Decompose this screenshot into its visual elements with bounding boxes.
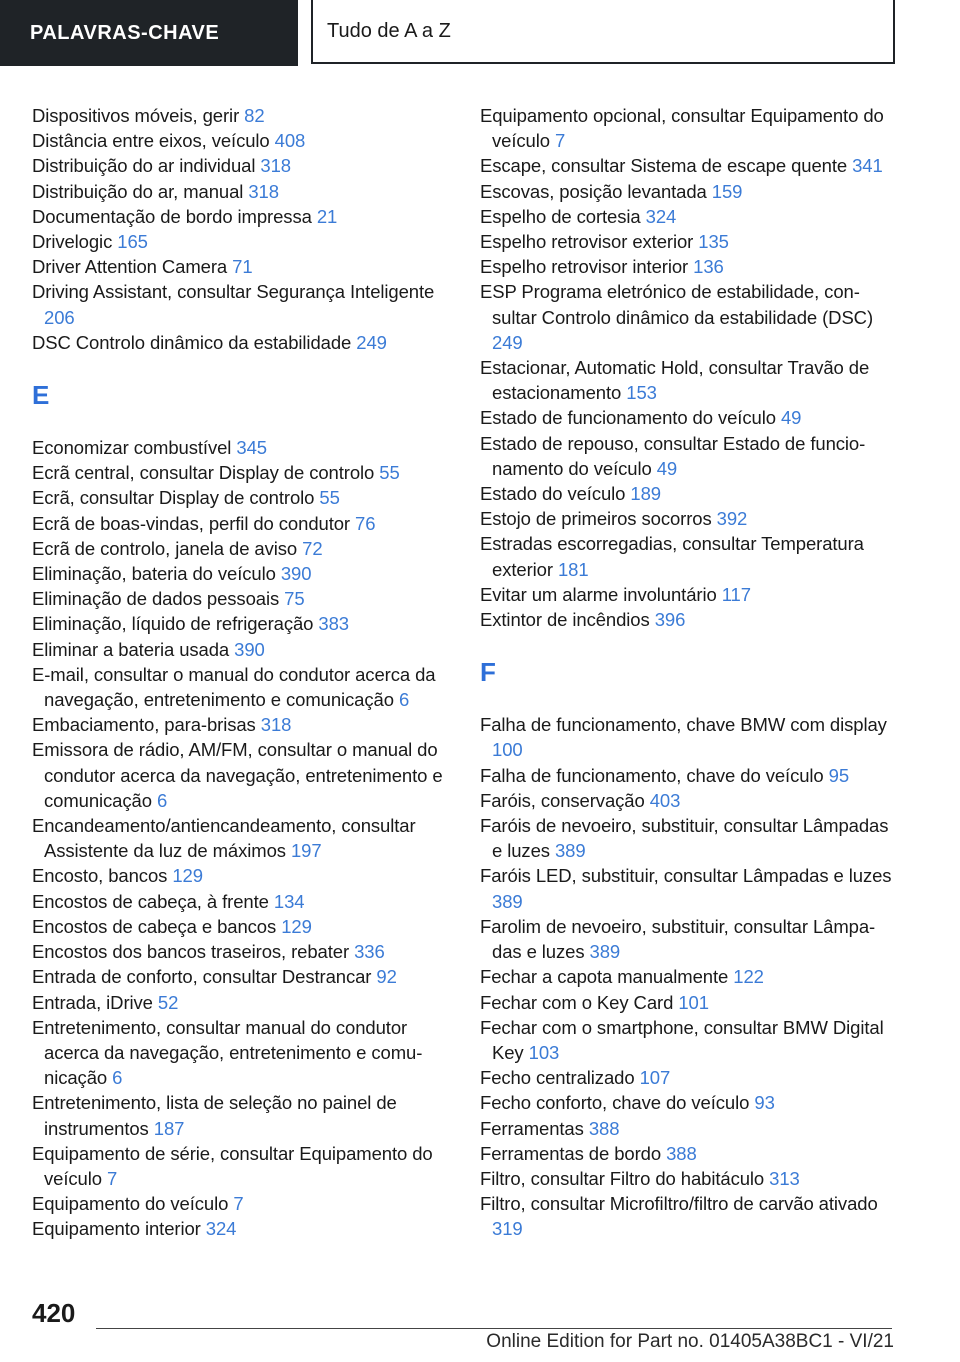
page-reference-link[interactable]: 7: [233, 1193, 244, 1215]
index-entry: [32, 460, 452, 485]
page-reference-link[interactable]: 181: [557, 558, 589, 580]
index-entry: [480, 1065, 898, 1090]
index-entry-text: Falha de funcionamento, chave do veículo: [480, 764, 824, 786]
page-reference-link[interactable]: 6: [156, 789, 168, 811]
index-entry: [32, 1015, 452, 1091]
page-reference-link[interactable]: 117: [721, 583, 751, 605]
page-number: 420: [32, 1298, 76, 1328]
index-entry: [480, 863, 898, 913]
index-entry-text: Equipamento opcional, consultar Equipamento do veículo: [480, 105, 884, 152]
page-reference-link[interactable]: 389: [492, 890, 523, 912]
index-entry: [480, 1191, 898, 1241]
page-reference-link[interactable]: 6: [112, 1067, 123, 1089]
index-entry: [480, 431, 898, 481]
index-entry: [480, 914, 898, 964]
index-entry: [32, 863, 452, 888]
page-reference-link[interactable]: 336: [354, 941, 385, 963]
chapter-tab: Tudo de A a Z: [311, 0, 895, 64]
index-entry: [480, 405, 898, 430]
index-entry-text: Encostos de cabeça, à frente: [32, 890, 269, 912]
index-entry-text: DSC Controlo dinâmico da estabilidade: [32, 331, 352, 353]
index-entry-text: Filtro, consultar Microfiltro/filtro de carvão ativado: [480, 1193, 878, 1215]
index-entry: [480, 279, 898, 355]
index-entry-text: Ecrã, consultar Display de controlo: [32, 487, 315, 509]
page-reference-link[interactable]: 76: [355, 512, 376, 534]
index-entry: [32, 662, 452, 712]
index-entry-text: Estradas escorregadias, consultar Temperatura exterior: [480, 533, 864, 580]
index-entry-text: Fecho conforto, chave do veículo: [480, 1092, 750, 1114]
index-entry-text: Eliminação, líquido de refrigeração: [32, 613, 314, 635]
index-entry-text: Faróis, conservação: [480, 789, 645, 811]
page-reference-link[interactable]: 249: [356, 331, 387, 353]
index-letter-heading: E: [32, 380, 50, 411]
page-reference-link[interactable]: 6: [398, 689, 410, 711]
index-column-left: [32, 103, 452, 1242]
index-entry: [480, 1015, 898, 1065]
page-reference-link[interactable]: 408: [274, 130, 306, 152]
page-reference-link[interactable]: 52: [157, 991, 179, 1013]
index-entry-text: Ferramentas de bordo: [480, 1142, 662, 1164]
index-entry-text: Equipamento de série, consultar Equipamento do veículo: [32, 1142, 433, 1189]
index-entry-text: Entrada, iDrive: [32, 991, 153, 1013]
index-entry-text: Espelho retrovisor interior: [480, 256, 689, 278]
page-header: [0, 0, 960, 66]
page-reference-link[interactable]: 49: [780, 407, 802, 429]
index-entry: [32, 1141, 452, 1191]
page-reference-link[interactable]: 82: [244, 105, 265, 126]
index-entry: [32, 561, 452, 586]
index-entry-text: Distribuição do ar individual: [32, 155, 256, 177]
index-entry: [32, 1090, 452, 1140]
index-entry-text: Estado de repouso, consultar Estado de funcionamento do veículo: [480, 432, 866, 479]
page-reference-link[interactable]: 390: [280, 563, 312, 585]
index-entry: [480, 531, 898, 581]
index-entry: [480, 355, 898, 405]
index-entry-text: Emissora de rádio, AM/FM, consultar o manual do condutor acerca da navegação, entretenimento e comunicação: [32, 739, 443, 811]
index-entry-text: Drivelogic: [32, 231, 113, 253]
index-entry-text: Filtro, consultar Filtro do habitáculo: [480, 1167, 765, 1189]
page-reference-link[interactable]: 21: [316, 205, 338, 227]
index-entry: [480, 763, 898, 788]
page-reference-link[interactable]: 324: [205, 1218, 237, 1240]
index-entry-text: Embaciamento, para-brisas: [32, 714, 256, 736]
page-reference-link[interactable]: 341: [852, 155, 883, 177]
index-entry: [480, 990, 898, 1015]
section-tab: PALAVRAS-CHAVE: [0, 0, 298, 66]
page-reference-link[interactable]: 136: [693, 256, 724, 278]
index-entry: [32, 536, 452, 561]
index-entry: [32, 813, 452, 863]
index-entry: [480, 506, 898, 531]
page-reference-link[interactable]: 383: [318, 613, 349, 635]
index-entry-text: Distribuição do ar, manual: [32, 180, 244, 202]
index-entry: [32, 103, 452, 128]
index-entry: [32, 153, 452, 178]
index-entry-text: Ecrã de boas-vindas, perfil do condutor: [32, 512, 350, 534]
index-entry: [32, 435, 452, 460]
index-entry-text: Eliminação de dados pessoais: [32, 588, 280, 610]
index-entry-text: Fechar com o Key Card: [480, 991, 674, 1013]
page-reference-link[interactable]: 388: [588, 1117, 620, 1139]
index-entry-text: Fechar a capota manualmente: [480, 966, 729, 988]
index-entry: [32, 611, 452, 636]
index-entry-text: Farolim de nevoeiro, substituir, consultar Lâmpadas e luzes: [480, 915, 876, 963]
index-entry-text: Estojo de primeiros socorros: [480, 508, 712, 530]
index-entry-text: Evitar um alarme involuntário: [480, 583, 717, 605]
index-entry: [480, 204, 898, 229]
page-reference-link[interactable]: 122: [733, 966, 764, 988]
index-entry: [32, 964, 452, 989]
page-reference-link[interactable]: 187: [153, 1117, 185, 1139]
page-reference-link[interactable]: 134: [273, 890, 305, 912]
page-reference-link[interactable]: 206: [44, 306, 75, 328]
page-reference-link[interactable]: 392: [716, 508, 748, 530]
index-entry-text: Driver Attention Camera: [32, 256, 228, 278]
page-reference-link[interactable]: 388: [666, 1142, 697, 1164]
index-entry-text: ESP Programa eletrónico de estabilidade, consultar Controlo dinâmico da estabilidade (DSC): [480, 281, 874, 328]
page-reference-link[interactable]: 7: [106, 1167, 118, 1189]
page-reference-link[interactable]: 313: [769, 1167, 800, 1189]
index-entry: [480, 179, 898, 204]
page-reference-link[interactable]: 55: [319, 487, 340, 509]
index-entry: [32, 1191, 452, 1216]
index-entry: [32, 229, 452, 254]
index-entry-text: Distância entre eixos, veículo: [32, 130, 270, 152]
index-entry-text: Encandeamento/antiencandeamento, consultar Assistente da luz de máximos: [32, 815, 416, 862]
index-entry-text: Encostos dos bancos traseiros, rebater: [32, 941, 350, 963]
index-entry: [480, 1141, 898, 1166]
page-reference-link[interactable]: 324: [645, 205, 677, 227]
index-entry-text: Entretenimento, consultar manual do condutor acerca da navegação, entretenimento e comunicação: [32, 1016, 423, 1089]
page-reference-link[interactable]: 49: [656, 457, 678, 479]
page-reference-link[interactable]: 92: [376, 966, 397, 988]
page-reference-link[interactable]: 135: [698, 231, 729, 253]
index-entry-text: Encosto, bancos: [32, 865, 168, 887]
index-letter-heading: F: [480, 657, 496, 688]
page-reference-link[interactable]: 390: [234, 638, 265, 660]
index-column-right: [480, 103, 898, 1242]
index-entry-text: Estado do veículo: [480, 483, 626, 505]
page-reference-link[interactable]: 318: [248, 180, 279, 202]
index-entry-text: Estacionar, Automatic Hold, consultar Travão de estacionamento: [480, 357, 870, 404]
index-entry: [32, 485, 452, 510]
index-entry-text: Ferramentas: [480, 1117, 584, 1139]
footer-edition: Online Edition for Part no. 01405A38BC1 - VI/21: [486, 1331, 894, 1352]
page-reference-link[interactable]: 165: [117, 231, 148, 253]
index-entry-text: Ecrã central, consultar Display de controlo: [32, 462, 375, 484]
index-entry-text: Espelho de cortesia: [480, 205, 641, 227]
page-reference-link[interactable]: 318: [260, 714, 292, 736]
page-reference-link[interactable]: 318: [260, 155, 291, 177]
index-entry-text: Ecrã de controlo, janela de aviso: [32, 537, 298, 559]
index-entry: [32, 330, 452, 355]
page-reference-link[interactable]: 396: [654, 609, 686, 631]
index-entry: [480, 1166, 898, 1191]
index-entry-text: Extintor de incêndios: [480, 609, 650, 631]
page-reference-link[interactable]: 129: [172, 865, 203, 887]
index-entry: [32, 914, 452, 939]
index-entry: [32, 712, 452, 737]
page-reference-link[interactable]: 93: [754, 1092, 775, 1114]
index-entry: [32, 990, 452, 1015]
index-entry: [480, 1090, 898, 1115]
index-entry-text: Eliminação, bateria do veículo: [32, 563, 276, 585]
index-entry-text: Espelho retrovisor exterior: [480, 231, 694, 253]
index-entry: [32, 939, 452, 964]
index-entry: [32, 279, 452, 329]
index-entry: [32, 1216, 452, 1241]
index-entry: [32, 254, 452, 279]
page-reference-link[interactable]: 95: [828, 764, 850, 786]
page-reference-link[interactable]: 75: [284, 588, 305, 610]
index-entry: [480, 229, 898, 254]
page-reference-link[interactable]: 189: [630, 483, 661, 505]
page-reference-link[interactable]: 101: [678, 991, 709, 1013]
index-entry: [480, 103, 898, 153]
index-entry: [32, 204, 452, 229]
index-entry: [32, 637, 452, 662]
index-entry: [480, 1116, 898, 1141]
index-entry-text: Faróis LED, substituir, consultar Lâmpadas e luzes: [480, 865, 892, 887]
index-entry-text: Eliminar a bateria usada: [32, 638, 230, 660]
index-entry-text: Documentação de bordo impressa: [32, 205, 312, 227]
index-entry: [480, 788, 898, 813]
index-entry-text: Fecho centralizado: [480, 1067, 635, 1089]
index-entry-text: Estado de funcionamento do veículo: [480, 407, 776, 429]
page-reference-link[interactable]: 319: [492, 1218, 523, 1240]
index-entry: [32, 586, 452, 611]
page-reference-link[interactable]: 103: [528, 1041, 560, 1063]
page-reference-link[interactable]: 159: [711, 180, 743, 202]
index-entry-text: Falha de funcionamento, chave BMW com display: [480, 714, 887, 736]
index-entry: [480, 481, 898, 506]
index-entry: [480, 813, 898, 863]
index-entry: [32, 889, 452, 914]
footer-divider: [96, 1328, 892, 1329]
index-entry-text: Escovas, posição levantada: [480, 180, 707, 202]
index-entry: [32, 179, 452, 204]
index-entry-text: E-mail, consultar o manual do condutor acerca da navegação, entretenimento e comunicação: [32, 663, 436, 711]
index-entry-text: Entretenimento, lista de seleção no painel de instrumentos: [32, 1092, 397, 1139]
page-reference-link[interactable]: 107: [639, 1067, 671, 1089]
page-reference-link[interactable]: 345: [236, 437, 267, 459]
index-entry-text: Equipamento interior: [32, 1218, 201, 1240]
page-reference-link[interactable]: 389: [589, 941, 621, 963]
index-entry: [32, 128, 452, 153]
index-entry-text: Dispositivos móveis, gerir: [32, 105, 240, 126]
index-entry-text: Driving Assistant, consultar Segurança Inteligente: [32, 281, 435, 303]
index-entry: [32, 511, 452, 536]
index-entry: [32, 737, 452, 813]
index-entry-text: Encostos de cabeça e bancos: [32, 915, 277, 937]
page-reference-link[interactable]: 197: [290, 840, 322, 862]
page-reference-link[interactable]: 100: [492, 739, 523, 761]
index-entry: [480, 607, 898, 632]
page-reference-link[interactable]: 72: [302, 537, 323, 559]
page-reference-link[interactable]: 389: [554, 840, 586, 862]
page-reference-link[interactable]: 153: [626, 382, 657, 404]
index-entry-text: Faróis de nevoeiro, substituir, consultar Lâmpadas e luzes: [480, 815, 889, 862]
page-reference-link[interactable]: 249: [492, 331, 523, 353]
page-reference-link[interactable]: 7: [554, 130, 566, 152]
index-entry-text: Entrada de conforto, consultar Destrancar: [32, 966, 372, 988]
index-entry-text: Equipamento do veículo: [32, 1193, 229, 1215]
page-reference-link[interactable]: 403: [649, 789, 681, 811]
index-entry-text: Fechar com o smartphone, consultar BMW Digital Key: [480, 1016, 884, 1063]
index-entry: [480, 582, 898, 607]
index-entry: [480, 712, 898, 762]
index-entry-text: Escape, consultar Sistema de escape quente: [480, 155, 848, 177]
index-entry: [480, 964, 898, 989]
index-entry: [480, 153, 898, 178]
page-reference-link[interactable]: 55: [379, 462, 400, 484]
index-entry-text: Economizar combustível: [32, 437, 232, 459]
page-reference-link[interactable]: 129: [281, 915, 312, 937]
page-reference-link[interactable]: 71: [232, 256, 253, 278]
index-entry: [480, 254, 898, 279]
